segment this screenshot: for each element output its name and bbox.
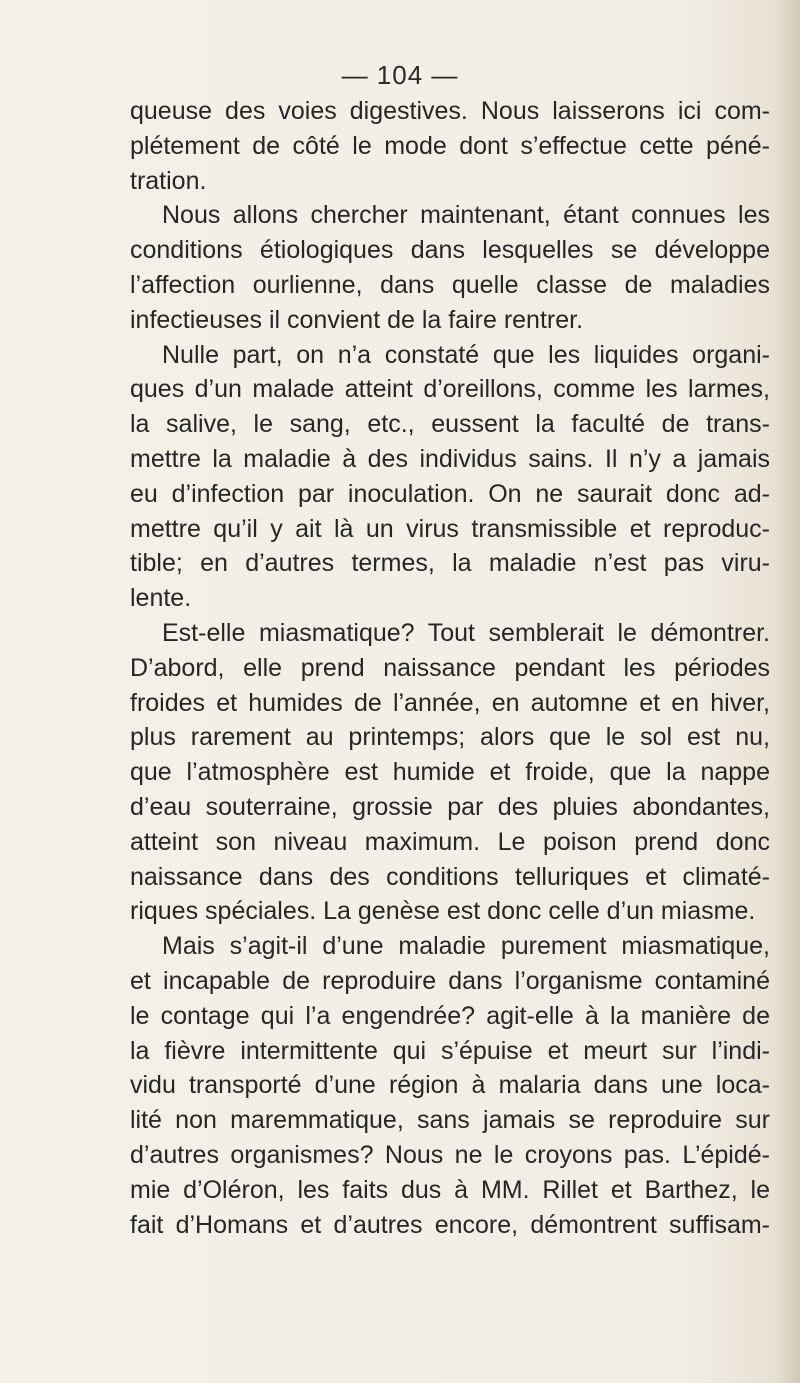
text-line: Nous allons chercher maintenant, étant connues les [162, 201, 770, 230]
text-line: eu d’infection par inoculation. On ne saurait donc ad- [130, 479, 770, 508]
text-line: tration. [130, 166, 207, 195]
body-text [130, 94, 770, 1242]
text-line: que l’atmosphère est humide et froide, que la nappe [130, 758, 770, 787]
text-line: conditions étiologiques dans lesquelles se développe [130, 236, 770, 265]
text-line: lente. [130, 584, 192, 613]
text-line: queuse des voies digestives. Nous laisserons ici com- [130, 97, 770, 125]
text-line: naissance dans des conditions telluriques et climaté- [130, 862, 770, 891]
text-line: Nulle part, on n’a constaté que les liquides organi- [162, 340, 770, 369]
text-line: d’eau souterraine, grossie par des pluies abondantes, [130, 792, 770, 821]
text-line: mie d’Oléron, les faits dus à MM. Rillet et Barthez, le [130, 1175, 770, 1204]
text-line: la salive, le sang, etc., eussent la faculté de trans- [130, 410, 770, 439]
text-line: l’affection ourlienne, dans quelle classe de maladies [130, 270, 770, 299]
text-line: ques d’un malade atteint d’oreillons, comme les larmes, [130, 375, 770, 404]
text-line: plus rarement au printemps; alors que le sol est nu, [130, 723, 770, 752]
text-line: mettre qu’il y ait là un virus transmissible et reproduc- [130, 514, 770, 543]
text-line: d’autres organismes? Nous ne le croyons pas. L’épidé- [130, 1140, 770, 1169]
page-edge-shadow [778, 0, 800, 1383]
text-line: lité non maremmatique, sans jamais se reproduire sur [130, 1106, 770, 1135]
text-line: fait d’Homans et d’autres encore, démontrent suffisam- [130, 1210, 770, 1239]
text-line: riques spéciales. La genèse est donc celle d’un miasme. [130, 897, 756, 926]
text-line: et incapable de reproduire dans l’organisme contaminé [130, 966, 770, 995]
text-line: froides et humides de l’année, en automne et en hiver, [130, 688, 770, 717]
text-line: Mais s’agit-il d’une maladie purement miasmatique, [162, 932, 770, 961]
text-line: plétement de côté le mode dont s’effectue cette péné- [130, 131, 770, 160]
text-line: atteint son niveau maximum. Le poison prend donc [130, 827, 770, 856]
text-line: vidu transporté d’une région à malaria dans une loca- [130, 1071, 770, 1100]
text-line: Est-elle miasmatique? Tout semblerait le démontrer. [162, 618, 770, 647]
text-line: infectieuses il convient de la faire rentrer. [130, 305, 584, 334]
text-line: tible; en d’autres termes, la maladie n’est pas viru- [130, 549, 770, 578]
text-line: D’abord, elle prend naissance pendant les périodes [130, 653, 770, 682]
text-line: le contage qui l’a engendrée? agit-elle à la manière de [130, 1001, 770, 1030]
page-number: — 104 — [341, 60, 459, 90]
text-line: la fièvre intermittente qui s’épuise et meurt sur l’indi- [130, 1036, 770, 1065]
text-line: mettre la maladie à des individus sains. Il n’y a jamais [130, 444, 770, 473]
